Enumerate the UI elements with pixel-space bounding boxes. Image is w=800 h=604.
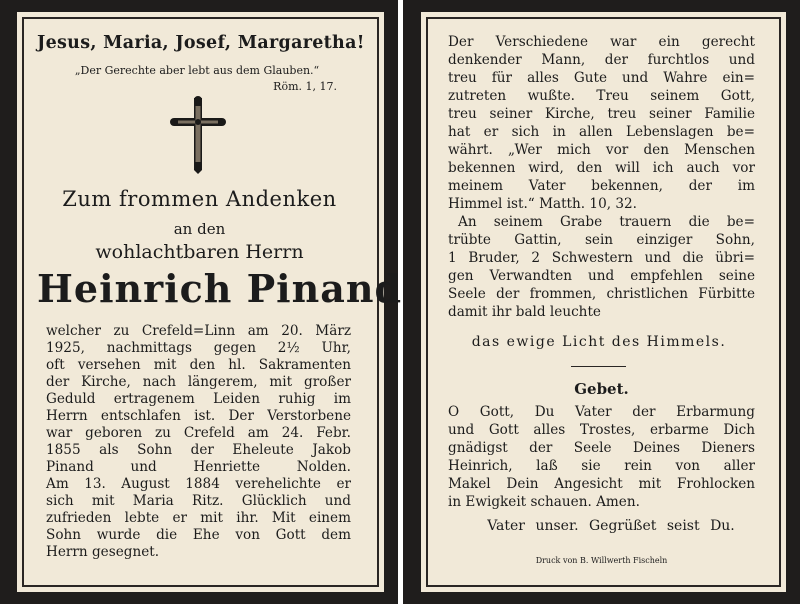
scripture-reference: Röm. 1, 17. [273,80,337,93]
left-body-line: welcher zu Crefeld=Linn am 20. März [46,323,351,339]
closing-prayers: Vater unser. Gegrüßet seist Du. [487,518,735,534]
right-body-line: An seinem Grabe trauern die be= [458,214,755,230]
right-body-line: währt. „Wer mich vor den Menschen [448,142,755,158]
right-body-line: zutreten wußte. Treu seinem Gott, [448,88,755,104]
prayer-title: Gebet. [574,380,629,398]
memorial-subtitle-herrn: wohlachtbaren Herrn [95,241,304,263]
right-body-line: treu für alles Gute und Wahre ein= [448,70,755,86]
left-body-line: sich mit Maria Ritz. Glücklich und [46,493,351,509]
right-body-line: Der Verschiedene war ein gerecht [448,34,755,50]
right-body-line: gen Verwandten und empfehlen seine [448,268,755,284]
right-body-line: Seele der frommen, christlichen Fürbitte [448,286,755,302]
invocation-heading: Jesus, Maria, Josef, Margaretha! [37,33,365,53]
left-body-line: Am 13. August 1884 verehelichte er [46,476,351,492]
left-body-line: Pinand und Henriette Nolden. [46,459,351,475]
left-body-line: oft versehen mit den hl. Sakramenten [46,357,351,373]
prayer-line: O Gott, Du Vater der Erbarmung [448,404,755,420]
right-body-line: 1 Bruder, 2 Schwestern und die übri= [448,250,755,266]
prayer-line: gnädigst der Seele Deines Dieners [448,440,755,456]
right-card-background [403,0,800,604]
left-body-line: 1855 als Sohn der Eheleute Jakob [46,442,351,458]
left-body-line: Geduld ertragenem Leiden ruhig im [46,391,351,407]
section-divider [571,366,626,367]
right-body-line: treu seiner Kirche, treu seiner Familie [448,106,755,122]
right-body-line: damit ihr bald leuchte [448,304,601,320]
right-body-line: denkender Mann, der furchtlos und [448,52,755,68]
left-body-line: der Kirche, nach längerem, mit großer [46,374,351,390]
right-memorial-card [421,12,786,592]
printer-imprint: Druck von B. Willwerth Fischeln [535,556,668,565]
prayer-line: Makel Dein Angesicht mit Frohlocken [448,476,755,492]
right-body-line: trübte Gattin, sein einziger Sohn, [448,232,755,248]
left-body-line: war geboren zu Crefeld am 24. Febr. [46,425,351,441]
left-body-line: Herrn gesegnet. [46,544,160,560]
right-body-line: bekennen wird, den will ich auch vor [448,160,755,176]
left-body-line: 1925, nachmittags gegen 2½ Uhr, [46,340,351,356]
left-body-line: zufrieden lebte er mit ihr. Mit einem [46,510,351,526]
left-body-line: Herrn entschlafen ist. Der Verstorbene [46,408,351,424]
prayer-line: und Gott alles Trostes, erbarme Dich [448,422,755,438]
prayer-line: Heinrich, laß sie rein von aller [448,458,755,474]
left-body-line: Sohn wurde die Ehe von Gott dem [46,527,351,543]
memorial-title: Zum frommen Andenken [62,187,337,211]
right-body-line: Himmel ist.“ Matth. 10, 32. [448,196,637,212]
cross-icon [170,96,226,176]
left-memorial-card [17,12,403,592]
prayer-line: in Ewigkeit schauen. Amen. [448,494,640,510]
right-body-line: meinem Vater bekennen, der im [448,178,755,194]
memorial-subtitle-an: an den [173,220,226,238]
eternal-light-line: das ewige Licht des Himmels. [471,334,727,350]
right-body-line: hat er sich in allen Lebenslagen be= [448,124,755,140]
deceased-name: Heinrich Pinand [37,266,403,311]
scripture-quote: „Der Gerechte aber lebt aus dem Glauben.“ [74,64,320,77]
